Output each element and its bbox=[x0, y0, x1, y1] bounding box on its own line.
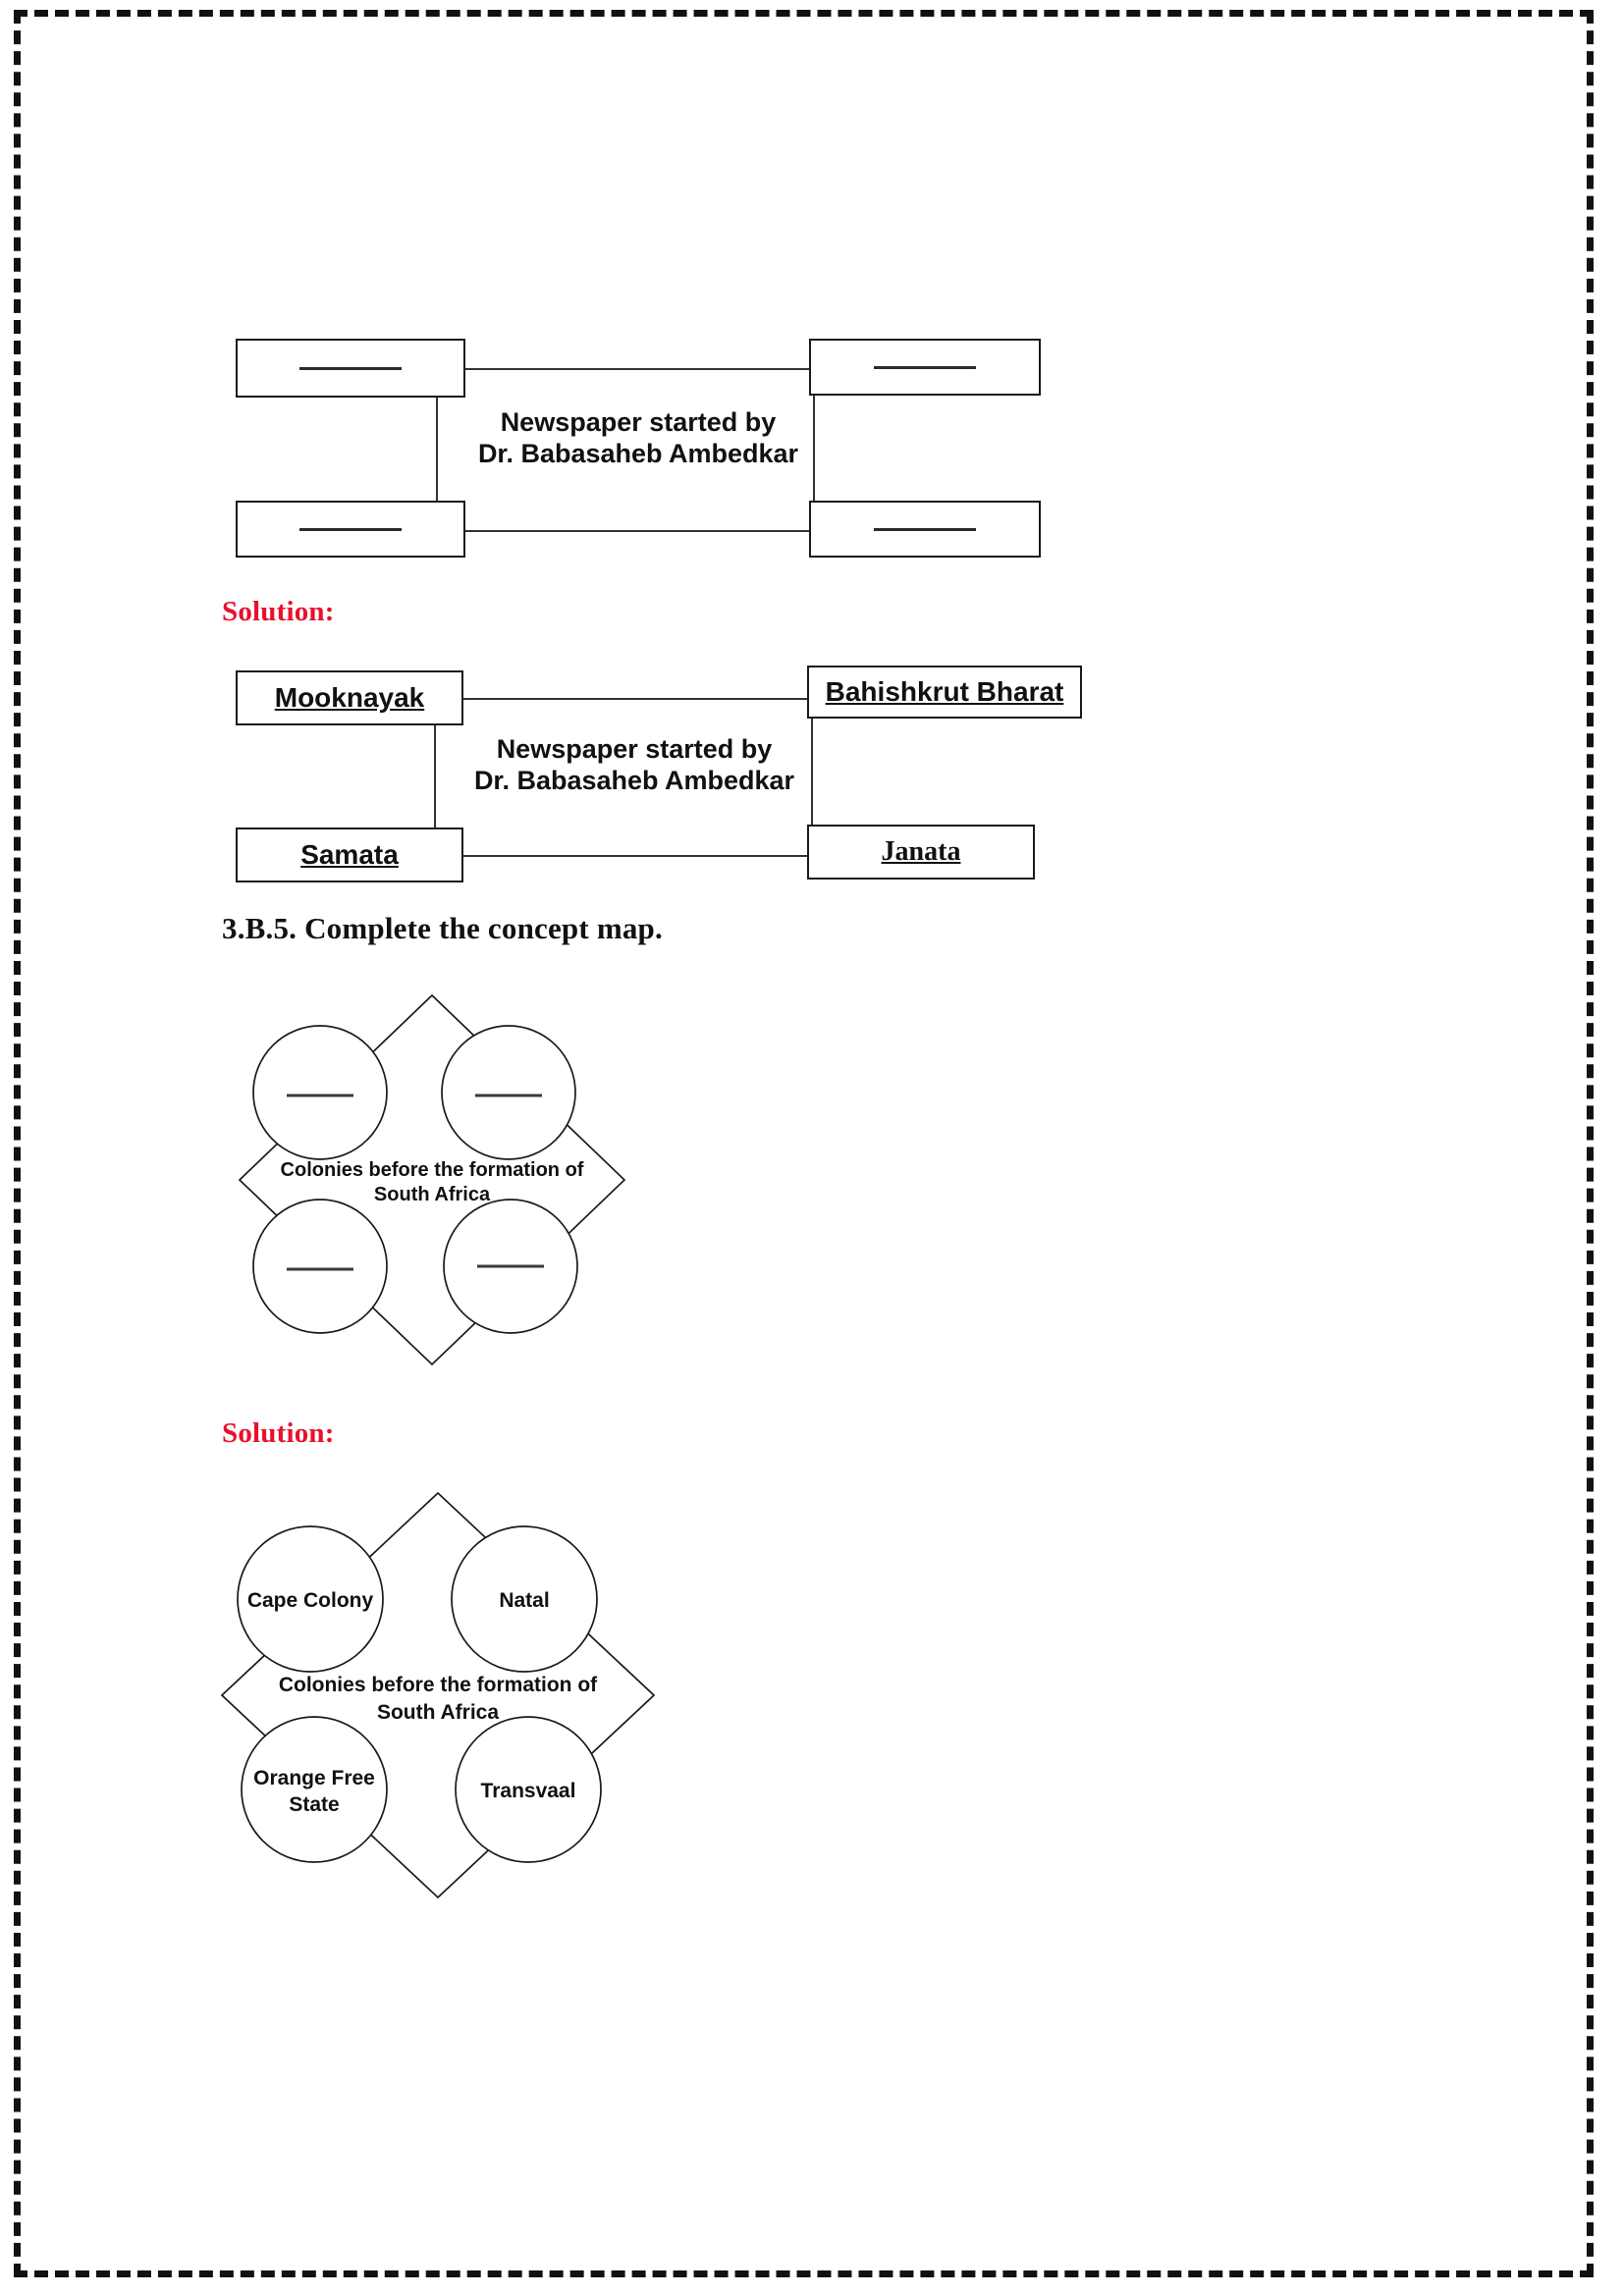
concept-map-solution-center-line2: South Africa bbox=[376, 1701, 500, 1724]
node-label-natal: Natal bbox=[499, 1589, 550, 1612]
connector-top bbox=[463, 368, 811, 370]
blank-box-top-right[interactable] bbox=[809, 339, 1041, 396]
solution-one-caption bbox=[428, 734, 840, 797]
blank-answer-line bbox=[299, 528, 402, 531]
solution-box-bottom-left-label: Samata bbox=[300, 839, 399, 870]
solution-box-top-left[interactable] bbox=[236, 670, 463, 725]
node-label-orange-free-state-line1: Orange Free bbox=[253, 1767, 375, 1789]
caption-line-2: Dr. Babasaheb Ambedkar bbox=[473, 765, 795, 795]
concept-map-solution bbox=[206, 1477, 668, 1909]
solution-label-2: Solution: bbox=[222, 1417, 335, 1449]
caption-line-1: Newspaper started by bbox=[496, 734, 773, 764]
node-circle-top-right[interactable] bbox=[442, 1026, 575, 1159]
caption-line-2: Dr. Babasaheb Ambedkar bbox=[477, 438, 799, 468]
node-circle-bottom-left[interactable] bbox=[253, 1200, 387, 1333]
node-label-orange-free-state-line2: State bbox=[289, 1793, 340, 1816]
connector-bottom bbox=[463, 530, 811, 532]
blank-answer-line bbox=[299, 367, 402, 370]
solution-box-bottom-right-label: Janata bbox=[881, 836, 961, 867]
question-heading-3b5: 3.B.5. Complete the concept map. bbox=[222, 911, 663, 945]
blank-box-bottom-left[interactable] bbox=[236, 501, 465, 558]
concept-map-blank-svg bbox=[226, 982, 638, 1374]
solution-box-bottom-left[interactable] bbox=[236, 828, 463, 882]
solution-box-top-right[interactable] bbox=[807, 666, 1082, 719]
concept-map-blank-center-line1: Colonies before the formation of bbox=[280, 1159, 584, 1181]
blank-answer-line bbox=[874, 528, 976, 531]
solution-box-bottom-right[interactable] bbox=[807, 825, 1035, 880]
solution-connector-bottom bbox=[461, 855, 809, 857]
blank-box-bottom-right[interactable] bbox=[809, 501, 1041, 558]
caption-line-1: Newspaper started by bbox=[500, 407, 777, 437]
exercise-blank-caption bbox=[432, 407, 844, 470]
concept-map-blank bbox=[226, 982, 638, 1374]
blank-box-top-left[interactable] bbox=[236, 339, 465, 398]
node-label-cape-colony: Cape Colony bbox=[246, 1589, 374, 1612]
node-label-transvaal: Transvaal bbox=[480, 1780, 576, 1802]
concept-map-solution-center-line1: Colonies before the formation of bbox=[278, 1674, 598, 1696]
solution-box-top-right-label: Bahishkrut Bharat bbox=[825, 676, 1064, 707]
solution-label-1: Solution: bbox=[222, 596, 335, 627]
node-circle-orange-free-state[interactable] bbox=[242, 1717, 387, 1862]
solution-connector-top bbox=[461, 698, 809, 700]
node-circle-top-left[interactable] bbox=[253, 1026, 387, 1159]
blank-answer-line bbox=[874, 366, 976, 369]
concept-map-blank-center-line2: South Africa bbox=[373, 1184, 491, 1205]
concept-map-solution-svg bbox=[206, 1477, 668, 1909]
solution-box-top-left-label: Mooknayak bbox=[274, 682, 425, 713]
